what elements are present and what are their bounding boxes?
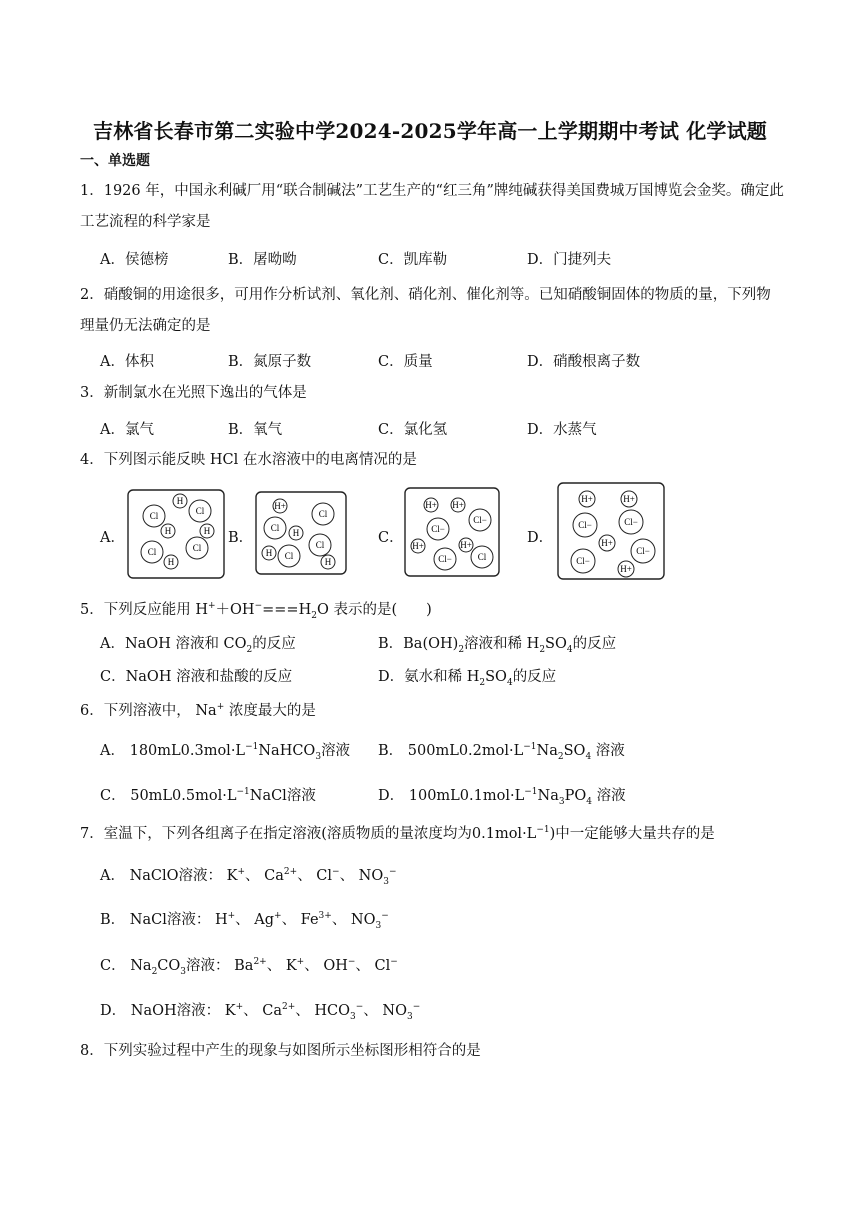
svg-text:H+: H+	[601, 538, 613, 548]
svg-text:Cl: Cl	[147, 547, 157, 557]
q7-option-d[interactable]: D． NaOH溶液： K+、 $Ca^{2+}$、 $HCO_3^-$、 $NO_3^-$	[100, 1002, 421, 1022]
svg-text:H+: H+	[425, 500, 437, 510]
svg-text:Cl−: Cl−	[624, 517, 638, 527]
q6-option-c[interactable]: C． $50mL0.5mol\cdot L^{-1}NaCl$溶液	[100, 787, 316, 804]
q3-option-b[interactable]: B．氧气	[228, 422, 283, 438]
question-4-text: 4．下列图示能反映 HCl 在水溶液中的电离情况的是	[80, 452, 417, 468]
q2-option-b[interactable]: B．氮原子数	[228, 354, 312, 370]
svg-text:H+: H+	[620, 564, 632, 574]
svg-text:H: H	[176, 496, 184, 506]
svg-text:Cl: Cl	[318, 509, 328, 519]
svg-text:H: H	[203, 526, 211, 536]
q2-option-d[interactable]: D．硝酸根离子数	[527, 354, 641, 370]
q7-option-b[interactable]: B． NaCl溶液： H+、 Ag+、 $Fe^{3+}$、 $NO_3^-$	[100, 911, 389, 931]
svg-text:H+: H+	[460, 540, 472, 550]
q5-option-c[interactable]: C．NaOH 溶液和盐酸的反应	[100, 669, 293, 685]
q7-option-c[interactable]: C． $Na_2CO_3$溶液： $Ba^{2+}$、 K+、 OH−、 Cl−	[100, 957, 398, 977]
svg-text:Cl: Cl	[195, 506, 205, 516]
svg-text:H+: H+	[581, 494, 593, 504]
svg-text:H+: H+	[623, 494, 635, 504]
diagram-c	[404, 487, 500, 577]
page-title: 吉林省长春市第二实验中学2024-2025学年高一上学期期中考试 化学试题	[93, 119, 767, 143]
svg-text:Cl: Cl	[270, 523, 280, 533]
diagram-d	[557, 482, 665, 580]
question-7-text: 7．室温下，下列各组离子在指定溶液(溶质物质的量浓度均为$0.1mol\cdot L^{-1}$)中一定能够大量共存的是	[80, 825, 715, 842]
q4-option-c[interactable]: C．	[378, 530, 404, 546]
svg-text:Cl: Cl	[315, 540, 325, 550]
svg-text:Cl: Cl	[284, 551, 294, 561]
question-2-text: 2．硝酸铜的用途很多，可用作分析试剂、氧化剂、硝化剂、催化剂等。已知硝酸铜固体的物质的量，下列物理量仍无法确定的是	[80, 287, 771, 334]
question-8-text: 8．下列实验过程中产生的现象与如图所示坐标图形相符合的是	[80, 1043, 481, 1059]
question-3-text: 3．新制氯水在光照下逸出的气体是	[80, 385, 307, 401]
svg-text:Cl−: Cl−	[431, 524, 445, 534]
svg-text:Cl−: Cl−	[473, 515, 487, 525]
q4-option-a[interactable]: A．	[100, 530, 125, 546]
svg-text:H+: H+	[274, 501, 286, 511]
q2-option-a[interactable]: A．体积	[100, 354, 154, 370]
svg-text:Cl−: Cl−	[438, 554, 452, 564]
q3-option-c[interactable]: C．氯化氢	[378, 422, 448, 438]
q5-option-d[interactable]: D．氨水和稀 $H_2SO_4$的反应	[378, 669, 557, 688]
q5-option-a[interactable]: A．NaOH 溶液和 $CO_2$的反应	[100, 636, 296, 655]
q1-option-c[interactable]: C．凯库勒	[378, 252, 448, 268]
q3-option-d[interactable]: D．水蒸气	[527, 422, 597, 438]
svg-text:Cl−: Cl−	[576, 556, 590, 566]
svg-text:H+: H+	[452, 500, 464, 510]
svg-text:Cl: Cl	[149, 511, 159, 521]
svg-text:Cl−: Cl−	[636, 546, 650, 556]
q5-option-b[interactable]: B．$Ba(OH)_2$溶液和稀 $H_2SO_4$的反应	[378, 636, 617, 655]
svg-text:Cl: Cl	[477, 552, 487, 562]
question-5-text: 5．下列反应能用 $H^++OH^-===H_2O$ 表示的是( )	[80, 601, 432, 621]
q4-option-d[interactable]: D．	[527, 530, 554, 546]
question-6-text: 6．下列溶液中， Na+ 浓度最大的是	[80, 702, 316, 719]
svg-text:Cl−: Cl−	[578, 520, 592, 530]
question-1-text: 1．1926 年，中国永利碱厂用“联合制碱法”工艺生产的“红三角”牌纯碱获得美国费城万国博览会金奖。确定此工艺流程的科学家是	[80, 183, 784, 230]
q6-option-d[interactable]: D． $100mL0.1mol\cdot L^{-1}Na_3PO_4$ 溶液	[378, 787, 626, 807]
svg-text:H: H	[167, 557, 175, 567]
diagram-b	[255, 491, 347, 575]
q4-option-b[interactable]: B．	[228, 530, 254, 546]
svg-text:H+: H+	[412, 541, 424, 551]
q3-option-a[interactable]: A．氯气	[100, 422, 154, 438]
svg-text:H: H	[292, 528, 300, 538]
q1-option-d[interactable]: D．门捷列夫	[527, 252, 612, 268]
q6-option-a[interactable]: A． $180mL0.3mol\cdot L^{-1}NaHCO_3$溶液	[100, 742, 351, 762]
q2-option-c[interactable]: C．质量	[378, 354, 433, 370]
section-heading: 一、单选题	[80, 153, 150, 169]
diagram-a	[127, 489, 225, 579]
q7-option-a[interactable]: A． NaClO溶液： K+、 $Ca^{2+}$、 Cl−、 $NO_3^-$	[100, 867, 397, 887]
q1-option-b[interactable]: B．屠呦呦	[228, 252, 297, 268]
svg-text:H: H	[265, 548, 273, 558]
q1-option-a[interactable]: A．侯德榜	[100, 252, 169, 268]
svg-text:Cl: Cl	[192, 543, 202, 553]
svg-text:H: H	[164, 526, 172, 536]
q6-option-b[interactable]: B． $500mL0.2mol\cdot L^{-1}Na_2SO_4$ 溶液	[378, 742, 625, 762]
svg-text:H: H	[324, 557, 332, 567]
